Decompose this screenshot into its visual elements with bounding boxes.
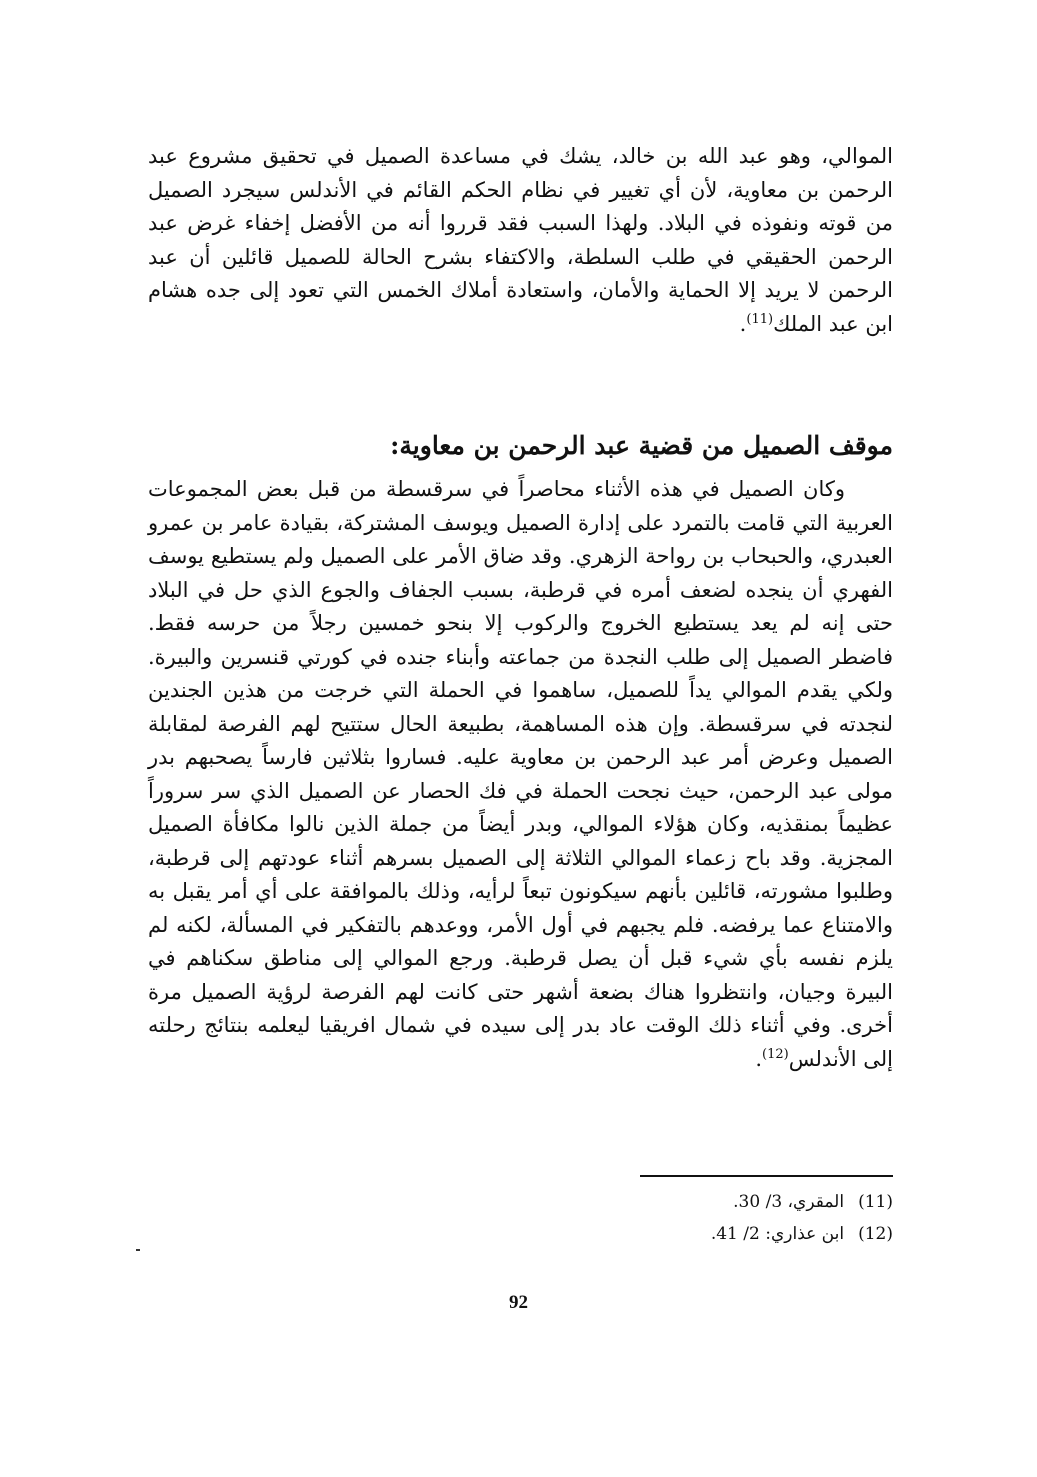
paragraph-1 [148,140,893,341]
footnote-item [560,1218,893,1250]
footnote-ref-12[interactable]: (12) [762,1046,789,1062]
footnote-item [560,1186,893,1218]
paragraph-1-text: الموالي، وهو عبد الله بن خالد، يشك في مساعدة الصميل في تحقيق مشروع عبد الرحمن بن معاوية، لأن أي تغيير في نظام الحكم القائم في الأندلس سيجرد الصميل من قوته ونفوذه في البلاد. ولهذا السبب فقد قرروا أنه من الأفضل إخفاء غرض عبد الرحمن الحقيقي في طلب السلطة، والاكتفاء بشرح الحالة للصميل قائلين أن عبد الرحمن لا يريد إلا الحماية والأمان، واستعادة أملاك الخمس التي تعود إلى جده هشام ابن عبد الملك [148,144,893,336]
page-number: 92 [509,1292,528,1313]
footnote-number: (12) [858,1224,893,1244]
section-heading: موقف الصميل من قضية عبد الرحمن بن معاوية: [390,431,893,460]
paragraph-2-text: وكان الصميل في هذه الأثناء محاصراً في سرقسطة من قبل بعض المجموعات العربية التي قامت بالتمرد على إدارة الصميل ويوسف المشتركة، بقيادة عامر بن عمرو العبدري، والحبحاب بن رواحة الزهري. وقد ضاق الأمر على الصميل ولم يستطيع يوسف الفهري أن ينجده لضعف أمره في قرطبة، بسبب الجفاف والجوع الذي حل في البلاد حتى إنه لم يعد يستطيع الخروج والركوب إلا بنحو خمسين رجلاً من حرسه فقط. فاضطر الصميل إلى طلب النجدة من جماعته وأبناء جنده في كورتي قنسرين والبيرة. ولكي يقدم الموالي يداً للصميل، ساهموا في الحملة التي خرجت من هذين الجندين لنجدته في سرقسطة. وإن هذه المساهمة، بطبيعة الحال ستتيح لهم الفرصة لمقابلة الصميل وعرض أمر عبد الرحمن بن معاوية عليه. فساروا بثلاثين فارساً يصحبهم بدر مولى عبد الرحمن، حيث نجحت الحملة في فك الحصار عن الصميل الذي سر سروراً عظيماً بمنقذيه، وكان هؤلاء الموالي، وبدر أيضاً من جملة الذين نالوا مكافأة الصميل المجزية. وقد باح زعماء الموالي الثلاثة إلى الصميل بسرهم أثناء عودتهم إلى قرطبة، وطلبوا مشورته، قائلين بأنهم سيكونون تبعاً لرأيه، وذلك بالموافقة على أي أمر يقبل به والامتناع عما يرفضه. فلم يجبهم في أول الأمر، ووعدهم بالتفكير في المسألة، لكنه لم يلزم نفسه بأي شيء قبل أن يصل قرطبة. ورجع الموالي إلى مناطق سكناهم في البيرة وجيان، وانتظروا هناك بضعة أشهر حتى كانت لهم الفرصة لرؤية الصميل مرة أخرى. وفي أثناء ذلك الوقت عاد بدر إلى سيده في شمال افريقيا ليعلمه بنتائج رحلته إلى الأندلس [148,477,893,1071]
footnote-number: (11) [858,1192,893,1212]
paragraph-2-end: . [755,1046,763,1071]
footnote-text: المقري، 3/ 30. [733,1192,845,1212]
footnotes [560,1186,893,1250]
paragraph-2 [148,473,893,1076]
footnote-divider [640,1175,893,1177]
scan-mark [136,1249,140,1251]
paragraph-1-end: . [739,311,747,336]
footnote-ref-11[interactable]: (11) [746,311,774,327]
footnote-text: ابن عذاري: 2/ 41. [710,1224,845,1244]
